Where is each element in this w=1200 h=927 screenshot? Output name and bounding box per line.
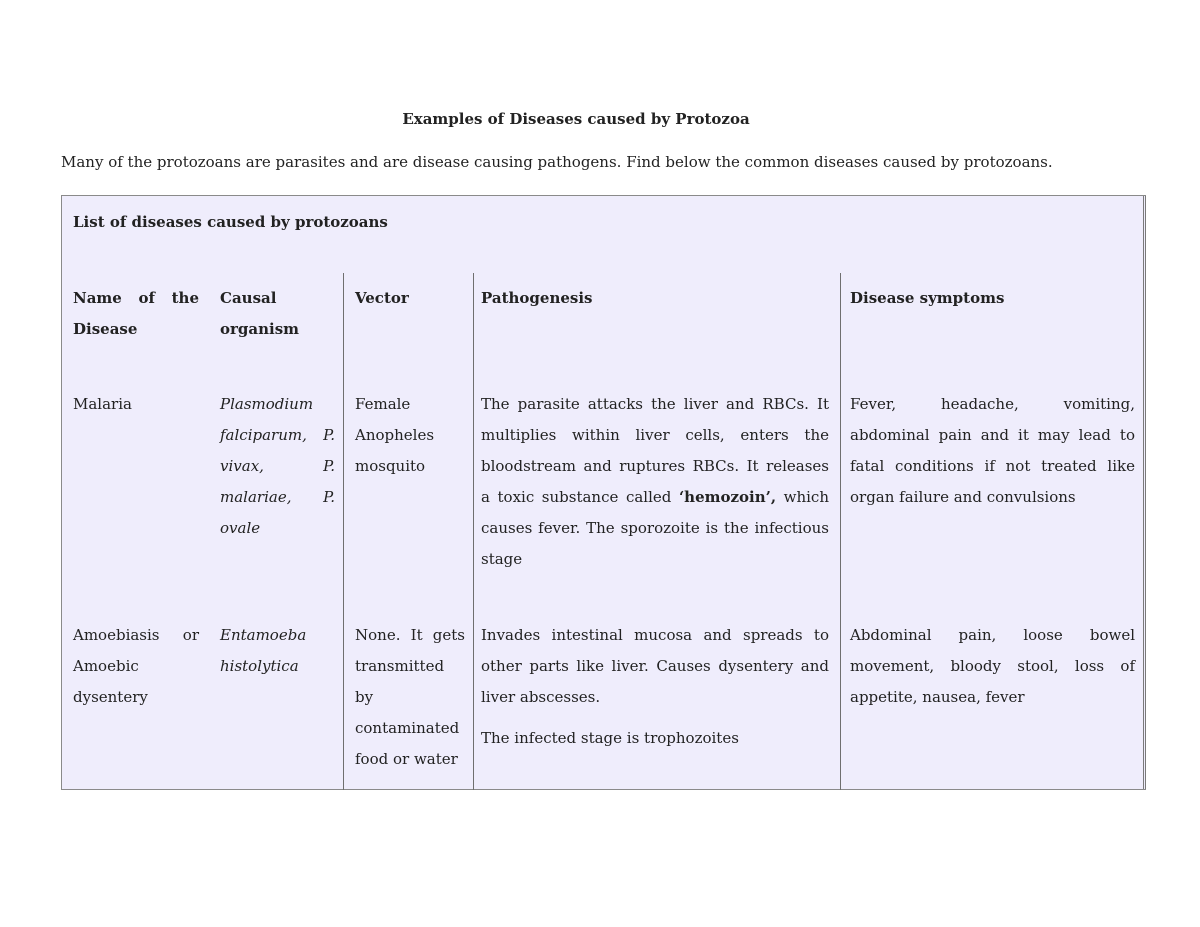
row1-organism: Plasmodium falciparum, P. vivax, P. malariae, P. ovale	[220, 395, 335, 537]
column-divider	[840, 273, 841, 790]
row2-organism: Entamoeba histolytica	[220, 626, 307, 675]
header-name: Name of the Disease	[73, 289, 199, 338]
row2-pathogenesis-text: Invades intestinal mucosa and spreads to other parts like liver. Causes dysentery and liver abscesses.	[481, 626, 829, 706]
diseases-table	[61, 195, 1146, 790]
row1-pathogenesis	[481, 389, 829, 575]
column-divider	[473, 273, 474, 790]
column-divider	[343, 273, 344, 790]
row1-pathogenesis-text-end: which causes fever. The sporozoite is the infectious stage	[481, 488, 829, 568]
page-title: Examples of Diseases caused by Protozoa	[402, 110, 750, 128]
row2-pathogenesis-note: The infected stage is trophozoites	[481, 729, 739, 747]
header-pathogenesis: Pathogenesis	[481, 289, 593, 307]
hemozoin-term: ‘hemozoin’,	[678, 488, 777, 506]
table-right-border	[1143, 196, 1146, 789]
row2-pathogenesis	[481, 620, 829, 754]
intro-paragraph: Many of the protozoans are parasites and are disease causing pathogens. Find below the common diseases caused by protozoans.	[61, 153, 1053, 171]
row1-pathogenesis-text: The parasite attacks the liver and RBCs. It multiplies within liver cells, enters the bloodstream and ruptures RBCs. It releases a toxic substance called	[481, 395, 829, 506]
row2-name: Amoebiasis or Amoebic dysentery	[73, 626, 199, 706]
row1-symptoms: Fever, headache, vomiting, abdominal pain and it may lead to fatal conditions if not treated like organ failure and convulsions	[850, 395, 1135, 506]
row1-vector: Female Anopheles mosquito	[355, 395, 435, 475]
row2-vector: None. It gets transmitted by contaminated food or water	[355, 626, 465, 768]
table-caption: List of diseases caused by protozoans	[73, 213, 388, 231]
header-vector: Vector	[355, 289, 409, 307]
row1-name: Malaria	[73, 395, 132, 413]
header-symptoms: Disease symptoms	[850, 289, 1005, 307]
header-organism: Causal organism	[220, 289, 300, 338]
row2-symptoms: Abdominal pain, loose bowel movement, bloody stool, loss of appetite, nausea, fever	[850, 626, 1135, 706]
